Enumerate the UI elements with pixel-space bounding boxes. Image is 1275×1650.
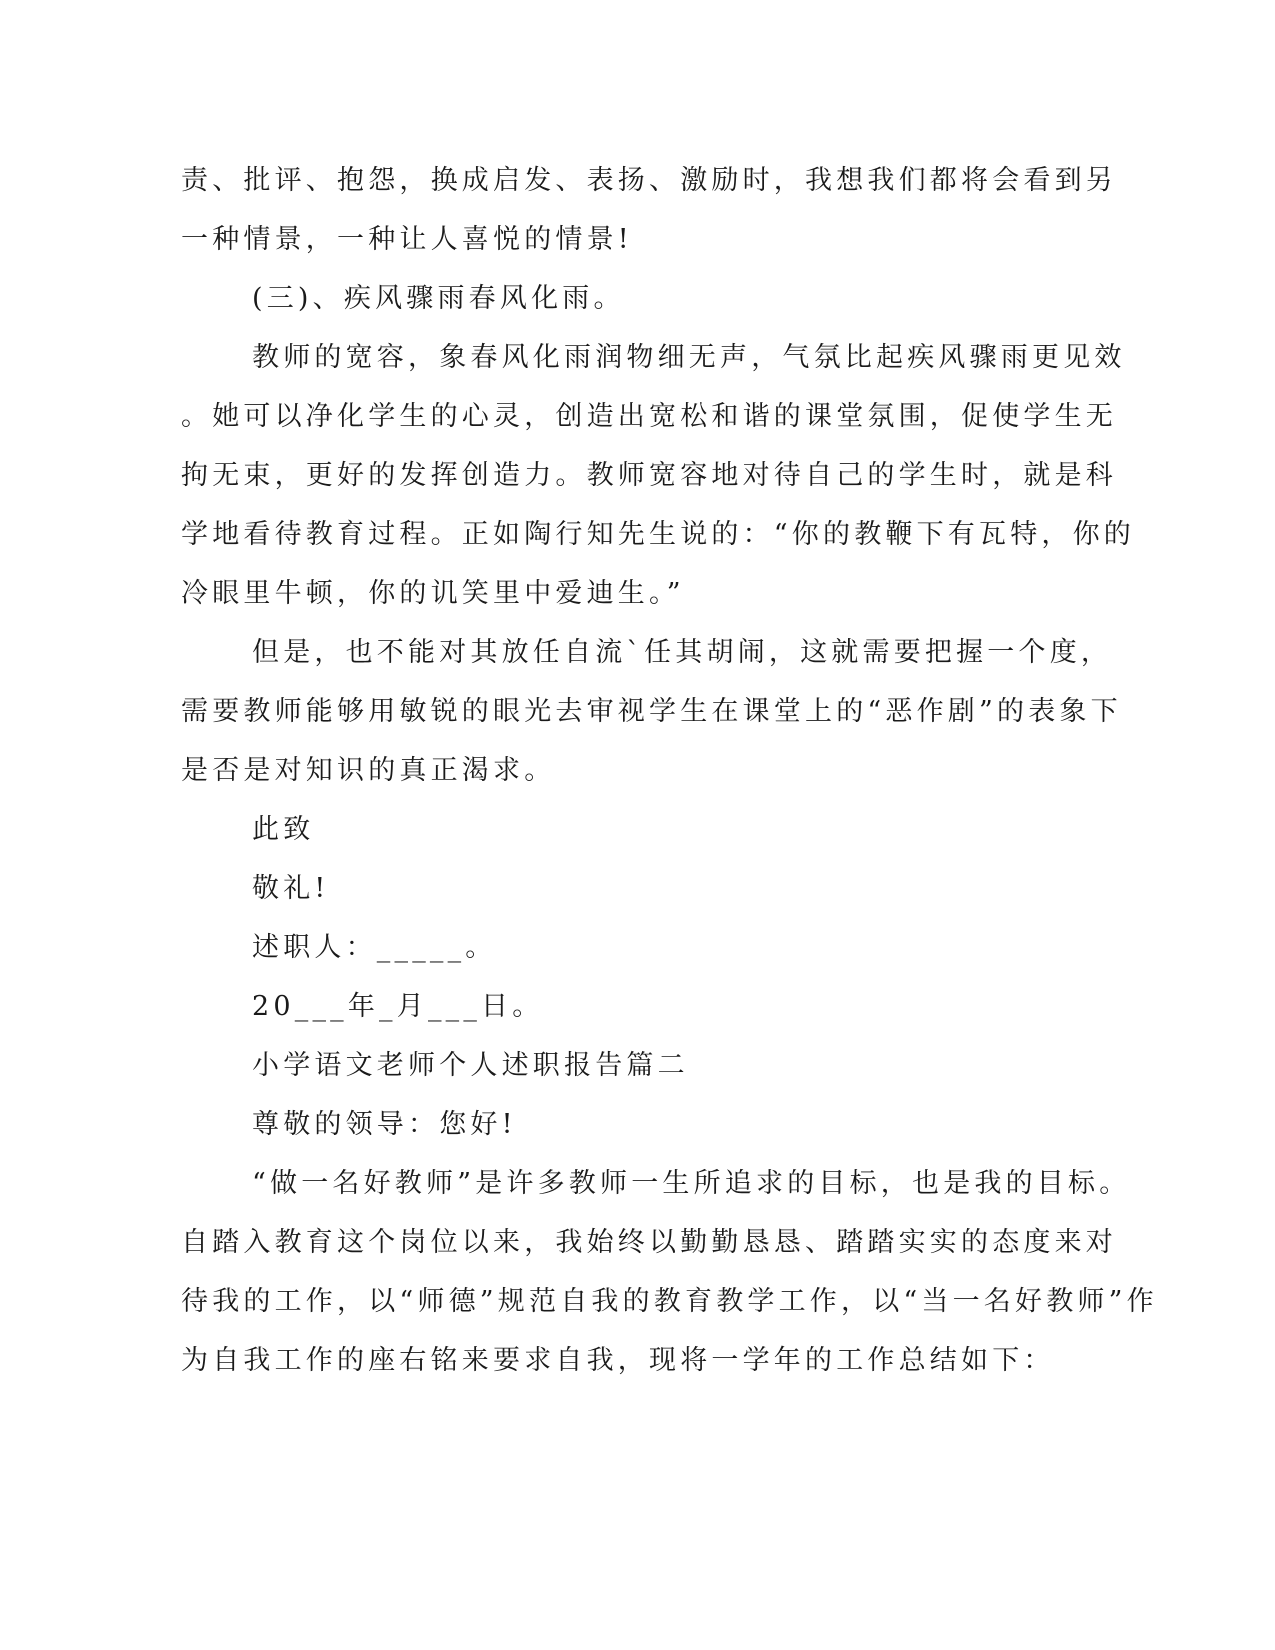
paragraph-line: 教师的宽容，象春风化雨润物细无声，气氛比起疾风骤雨更见效 <box>252 342 1126 373</box>
paragraph-line: 冷眼里牛顿，你的讥笑里中爱迪生。” <box>181 578 685 609</box>
paragraph-line: 为自我工作的座右铭来要求自我，现将一学年的工作总结如下： <box>181 1345 1055 1376</box>
paragraph-line: 学地看待教育过程。正如陶行知先生说的：“你的教鞭下有瓦特，你的 <box>181 519 1136 550</box>
closing-salutation: 敬礼! <box>252 873 330 904</box>
paragraph-line: 拘无束，更好的发挥创造力。教师宽容地对待自己的学生时，就是科 <box>181 460 1117 491</box>
paragraph-line: 但是，也不能对其放任自流`任其胡闹，这就需要把握一个度， <box>252 637 1113 668</box>
paragraph-line: 一种情景，一种让人喜悦的情景! <box>181 224 633 255</box>
greeting-line: 尊敬的领导：您好! <box>252 1109 517 1140</box>
section-heading: (三)、疾风骤雨春风化雨。 <box>252 283 625 314</box>
paragraph-line: 是否是对知识的真正渴求。 <box>181 755 556 786</box>
closing-line: 此致 <box>252 814 315 845</box>
paragraph-line: 自踏入教育这个岗位以来，我始终以勤勤恳恳、踏踏实实的态度来对 <box>181 1227 1117 1258</box>
reporter-signature-line: 述职人：_____。 <box>252 932 497 963</box>
paragraph-line: 。她可以净化学生的心灵，创造出宽松和谐的课堂氛围，促使学生无 <box>181 401 1117 432</box>
paragraph-line: 责、批评、抱怨，换成启发、表扬、激励时，我想我们都将会看到另 <box>181 165 1117 196</box>
report-title: 小学语文老师个人述职报告篇二 <box>252 1050 689 1081</box>
paragraph-line: 待我的工作，以“师德”规范自我的教育教学工作，以“当一名好教师”作 <box>181 1286 1158 1317</box>
paragraph-line: 需要教师能够用敏锐的眼光去审视学生在课堂上的“恶作剧”的表象下 <box>181 696 1122 727</box>
date-line: 20___年_月___日。 <box>252 991 544 1022</box>
paragraph-line: “做一名好教师”是许多教师一生所追求的目标，也是我的目标。 <box>252 1168 1131 1199</box>
